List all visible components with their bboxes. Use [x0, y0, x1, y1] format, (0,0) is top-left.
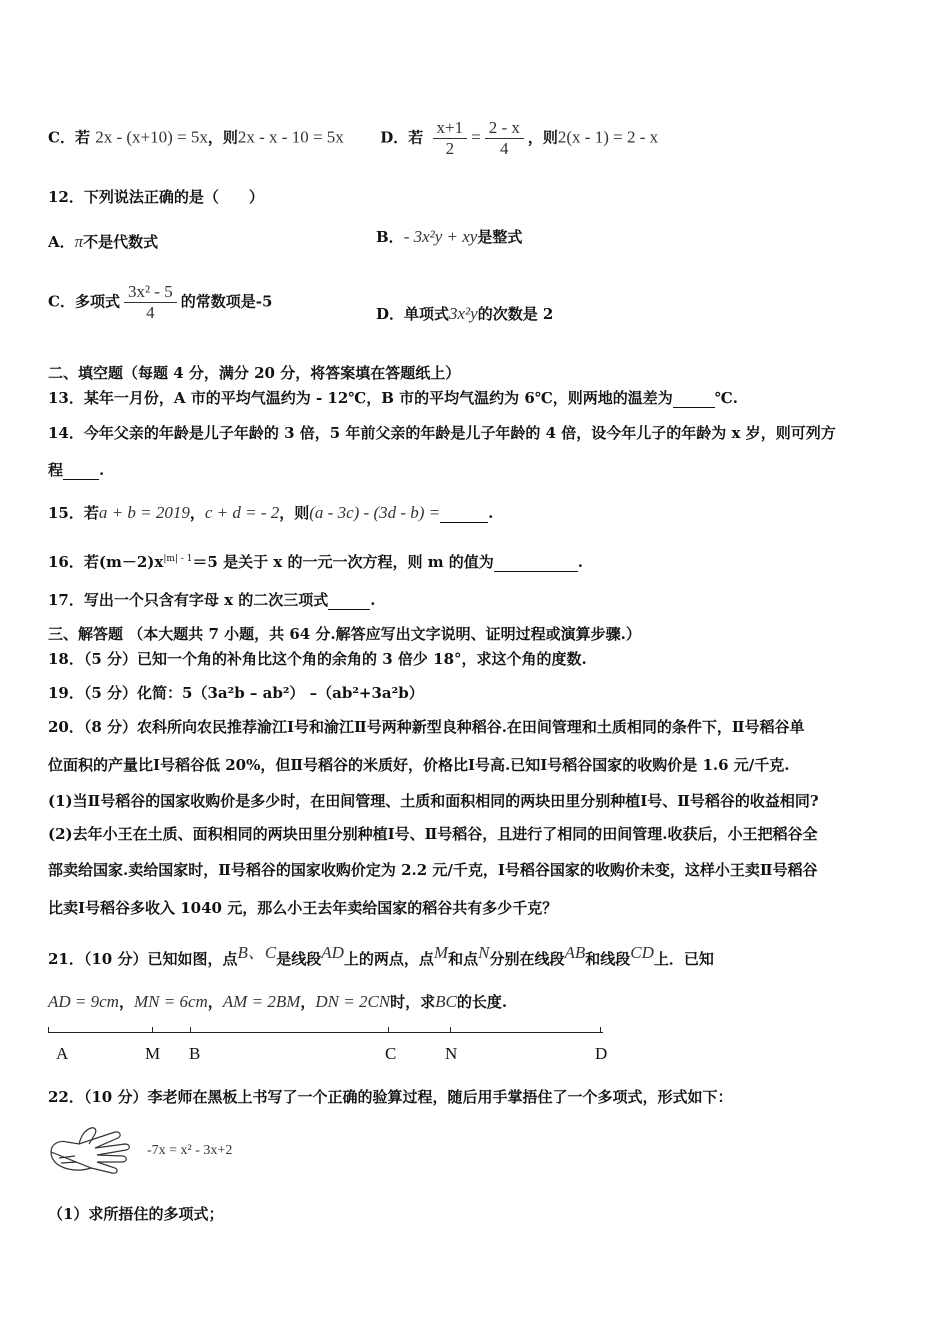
- q20-line1: 20．（8 分）农科所向农民推荐渝江Ⅰ号和渝江Ⅱ号两种新型良种稻谷.在田间管理和土质相同的条件下，Ⅱ号稻谷单: [48, 718, 805, 736]
- q22-expression: -7x = x² - 3x+2: [147, 1143, 233, 1158]
- q14-line2: 程 .: [48, 461, 105, 479]
- answer-blank[interactable]: [673, 389, 715, 408]
- section-3-title: 三、解答题 （本大题共 7 小题，共 64 分.解答应写出文字说明、证明过程或演算步骤.）: [48, 625, 641, 643]
- q11-d-fraction-1: $\frac{x+1}{2}$: [433, 118, 468, 159]
- point-c-label: C: [385, 1044, 397, 1063]
- answer-blank[interactable]: [328, 591, 370, 610]
- tick-d: [600, 1027, 601, 1033]
- q11-d-result: 2(x - 1) = 2 - x: [557, 127, 659, 147]
- point-d-label: D: [595, 1044, 608, 1063]
- tick-n: [450, 1027, 451, 1033]
- q17: 17．写出一个只含有字母 x 的二次三项式 .: [48, 591, 376, 609]
- answer-blank[interactable]: [494, 553, 578, 572]
- tick-b: [190, 1027, 191, 1033]
- pi-symbol: π: [74, 232, 84, 251]
- q12-option-c: C．多项式 $\frac{\text{3x² - 5}}{4}$ 的常数项是-5: [48, 282, 273, 322]
- q12-option-d: D．单项式3x²y的次数是 2: [376, 304, 554, 323]
- q11-d-label: D．若: [380, 128, 424, 147]
- q22-stem: 22．（10 分）李老师在黑板上书写了一个正确的验算过程，随后用手掌捂住了一个多项式，形式如下：: [48, 1088, 733, 1106]
- answer-blank[interactable]: [63, 461, 99, 480]
- q22-part1: （1）求所捂住的多项式；: [48, 1205, 224, 1223]
- point-a-label: A: [56, 1044, 69, 1063]
- q20-part2-line3: 比卖Ⅰ号稻谷多收入 1040 元，那么小王去年卖给国家的稻谷共有多少千克？: [48, 899, 558, 917]
- hand-icon: [45, 1118, 135, 1180]
- q11-c-result: 2x - x - 10 = 5x: [237, 127, 344, 147]
- tick-c: [388, 1027, 389, 1033]
- q11-options-cd: [48, 118, 658, 159]
- tick-m: [152, 1027, 153, 1033]
- q11-d-fraction-2: $\frac{2 - x}{4}$: [485, 118, 524, 159]
- q11-d-equals: =: [471, 127, 481, 147]
- q12-option-b: B．- 3x²y + xy是整式: [376, 227, 523, 246]
- q11-c-equation: 2x - (x+10) = 5x: [95, 127, 208, 147]
- point-n-label: N: [445, 1044, 458, 1063]
- point-b-label: B: [189, 1044, 201, 1063]
- q12-option-a: A．π不是代数式: [48, 232, 159, 251]
- q19: 19．（5 分）化简：5（3a²b – ab²） –（ab²+3a²b）: [48, 684, 424, 702]
- q18: 18．（5 分）已知一个角的补角比这个角的余角的 3 倍少 18°，求这个角的度数.: [48, 650, 587, 668]
- q16: 16．若$(m-2)x^{|m| - 1}=5$ 是关于 x 的一元一次方程，则 m 的值为 .: [48, 553, 584, 571]
- q20-part2-line2: 部卖给国家.卖给国家时，Ⅱ号稻谷的国家收购价定为 2.2 元/千克，Ⅰ号稻谷国家的收购价未变，这样小王卖Ⅱ号稻谷: [48, 861, 818, 879]
- q11-d-then: ，则: [527, 128, 558, 147]
- q11-c-then: ，则: [207, 128, 238, 147]
- q20-part1: (1)当Ⅱ号稻谷的国家收购价是多少时，在田间管理、土质和面积相同的两块田里分别种植Ⅰ号、Ⅱ号稻谷的收益相同?: [48, 792, 819, 810]
- q13: 13．某年一月份，A 市的平均气温约为 - 12℃，B 市的平均气温约为 6℃，则两地的温差为 ℃.: [48, 389, 738, 407]
- segment-ad-line: [48, 1032, 603, 1033]
- q21-line1: 21．（10 分）已知如图，点B、C是线段AD上的两点，点M和点N分别在线段AB和线段CD上．已知: [48, 943, 714, 968]
- q20-part2-line1: (2)去年小王在土质、面积相同的两块田里分别种植Ⅰ号、Ⅱ号稻谷，且进行了相同的田间管理.收获后，小王把稻谷全: [48, 825, 818, 843]
- q20-line2: 位面积的产量比Ⅰ号稻谷低 20%，但Ⅱ号稻谷的米质好，价格比Ⅰ号高.已知Ⅰ号稻谷国家的收购价是 1.6 元/千克.: [48, 756, 790, 774]
- q21-line2: AD = 9cm，MN = 6cm，AM = 2BM，DN = 2CN时，求BC的长度.: [48, 992, 508, 1011]
- q14-line1: 14．今年父亲的年龄是儿子年龄的 3 倍，5 年前父亲的年龄是儿子年龄的 4 倍，设今年儿子的年龄为 x 岁，则可列方: [48, 424, 836, 442]
- q12-stem: 12．下列说法正确的是（ ）: [48, 188, 264, 206]
- tick-a: [48, 1027, 49, 1033]
- q11-c-label: C．若: [48, 128, 90, 147]
- q15: 15．若a + b = 2019，c + d = - 2，则(a - 3c) - (3d - b) = .: [48, 503, 494, 522]
- answer-blank[interactable]: [440, 504, 488, 523]
- point-m-label: M: [145, 1044, 161, 1063]
- section-2-title: 二、填空题（每题 4 分，满分 20 分，将答案填在答题纸上）: [48, 364, 461, 382]
